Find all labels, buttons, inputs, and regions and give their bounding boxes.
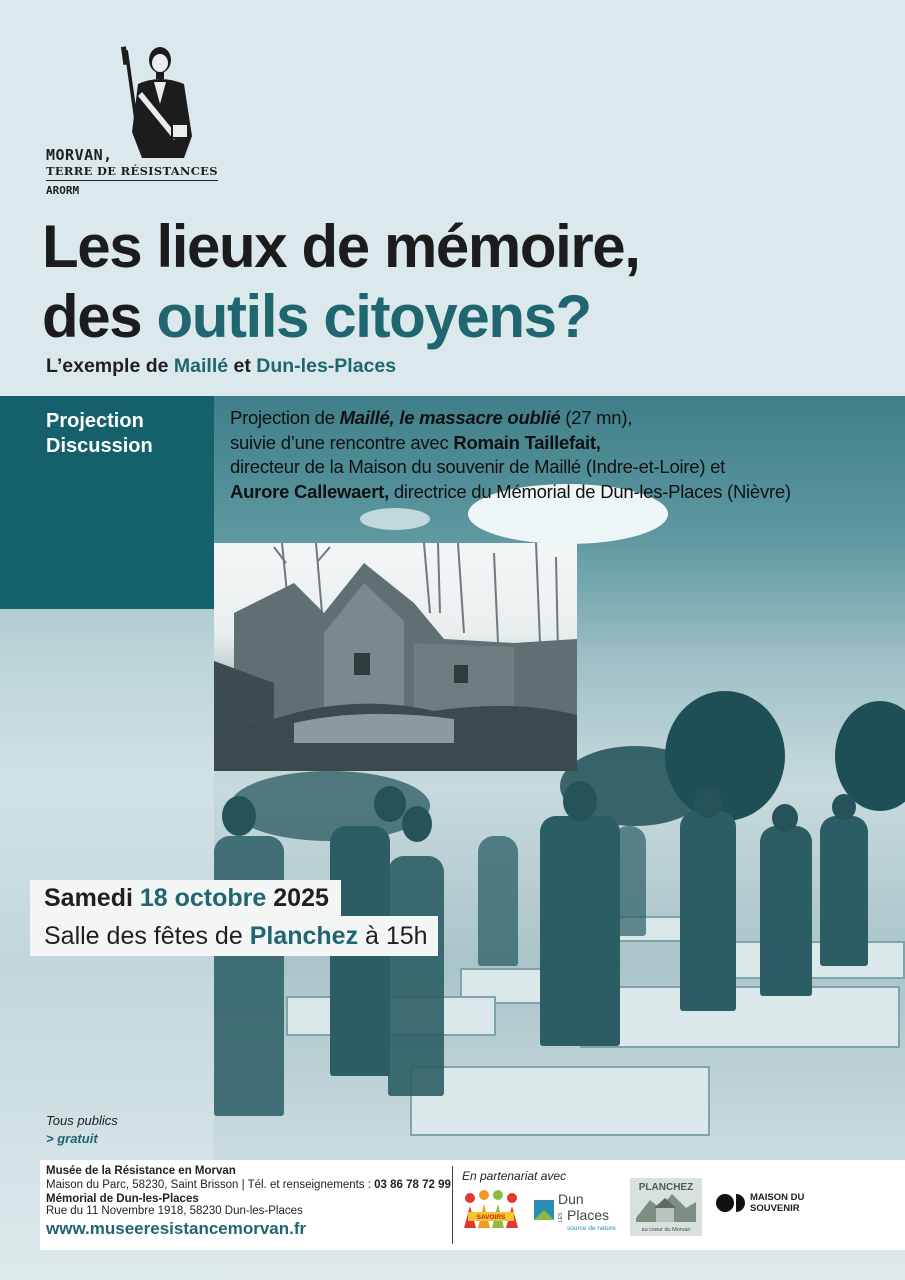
footer-divider <box>452 1166 453 1244</box>
title-highlight: outils citoyens? <box>156 283 591 350</box>
coop-label: SAVOIRS <box>476 1214 506 1221</box>
cloud <box>360 508 430 530</box>
film-title: Maillé, le massacre oublié <box>339 407 561 428</box>
logo-title: MORVAN, <box>46 146 113 164</box>
subtitle-connector: et <box>228 355 257 377</box>
person <box>540 816 620 1046</box>
desc-text: directrice du Mémorial de Dun-les-Places (Nièvre) <box>388 480 791 502</box>
website-link[interactable]: www.museeresistancemorvan.fr <box>46 1219 307 1238</box>
maison-line-2: SOUVENIR <box>750 1203 800 1214</box>
planchez-logo-icon <box>630 1178 702 1236</box>
person-head <box>222 796 256 836</box>
desc-line-1 <box>230 406 791 431</box>
page-title <box>42 212 640 352</box>
ruins-illustration <box>214 543 577 771</box>
partners-label: En partenariat avec <box>462 1169 567 1183</box>
audience-label: Tous publics <box>46 1113 118 1128</box>
museum-address: Maison du Parc, 58230, Saint Brisson | Tél. et renseignements : <box>46 1179 375 1191</box>
event-type-projection: Projection <box>46 410 144 432</box>
event-venue <box>30 916 438 956</box>
maison-du-souvenir-label <box>750 1192 804 1214</box>
speaker-1: Romain Taillefait, <box>453 431 601 453</box>
memorial-name: Mémorial de Dun-les-Places <box>46 1193 199 1205</box>
grave-slab <box>580 986 900 1048</box>
ruins-photo <box>214 543 577 771</box>
museum-name: Musée de la Résistance en Morvan <box>46 1165 236 1177</box>
person-head <box>563 781 597 821</box>
person-head <box>374 786 406 822</box>
museum-contact <box>46 1179 451 1191</box>
cooperative-savoirs-logo-icon <box>460 1188 522 1238</box>
person <box>612 826 646 936</box>
logo-org: ARORM <box>46 184 80 197</box>
desc-text: suivie d’une rencontre avec <box>230 431 454 453</box>
grave-slab <box>410 1066 710 1136</box>
memorial-address: Rue du 11 Novembre 1918, 58230 Dun-les-Places <box>46 1205 303 1217</box>
maison-du-souvenir-logo-icon <box>716 1193 746 1213</box>
person <box>478 836 518 966</box>
maison-line-1: MAISON DU <box>750 1192 805 1203</box>
person <box>680 811 736 1011</box>
event-type-discussion: Discussion <box>46 435 153 457</box>
subtitle-prefix: L’exemple de <box>46 355 174 377</box>
desc-line-2 <box>230 431 791 456</box>
person-head <box>772 804 798 832</box>
subtitle-place-2: Dun-les-Places <box>256 355 397 377</box>
person-head <box>832 794 856 820</box>
dun-les-places-logo-icon <box>532 1188 624 1234</box>
resistance-fighter-logo-icon <box>118 40 202 162</box>
footer <box>40 1160 905 1250</box>
desc-line-3: directeur de la Maison du souvenir de Maillé (Indre-et-Loire) et <box>230 456 726 477</box>
dun-line-2: Places <box>567 1207 610 1223</box>
person <box>388 856 444 1096</box>
venue-time: à 15h <box>358 922 428 950</box>
speaker-2: Aurore Callewaert, <box>230 480 389 502</box>
title-line-1: Les lieux de mémoire, <box>42 213 640 280</box>
desc-text: Projection de <box>230 407 340 428</box>
date-year: 2025 <box>266 884 329 912</box>
person-head <box>402 806 432 842</box>
person <box>820 816 868 966</box>
person <box>760 826 812 996</box>
venue-prefix: Salle des fêtes de <box>44 922 250 950</box>
planchez-caption: au coeur du Morvan <box>641 1227 691 1233</box>
dun-les: LES <box>558 1212 564 1222</box>
museum-phone: 03 86 78 72 99 <box>374 1179 451 1191</box>
subtitle <box>46 355 396 378</box>
desc-line-4 <box>230 480 791 505</box>
planchez-label: PLANCHEZ <box>638 1182 694 1193</box>
person-head <box>694 788 722 818</box>
title-line-2 <box>42 282 640 352</box>
title-line-2-prefix: des <box>42 283 157 350</box>
price-label: > gratuit <box>46 1131 98 1146</box>
venue-place: Planchez <box>249 922 359 950</box>
date-day: Samedi <box>44 884 140 912</box>
subtitle-place-1: Maillé <box>173 355 229 377</box>
desc-text: (27 mn), <box>560 407 633 428</box>
logo-subtitle: TERRE DE RÉSISTANCES <box>46 164 218 181</box>
event-date <box>30 880 341 916</box>
date-day-month: 18 octobre <box>139 884 267 912</box>
person <box>214 836 284 1116</box>
event-description <box>230 406 791 504</box>
dun-tagline: source de nature <box>567 1225 616 1232</box>
dun-line-1: Dun <box>558 1191 584 1207</box>
